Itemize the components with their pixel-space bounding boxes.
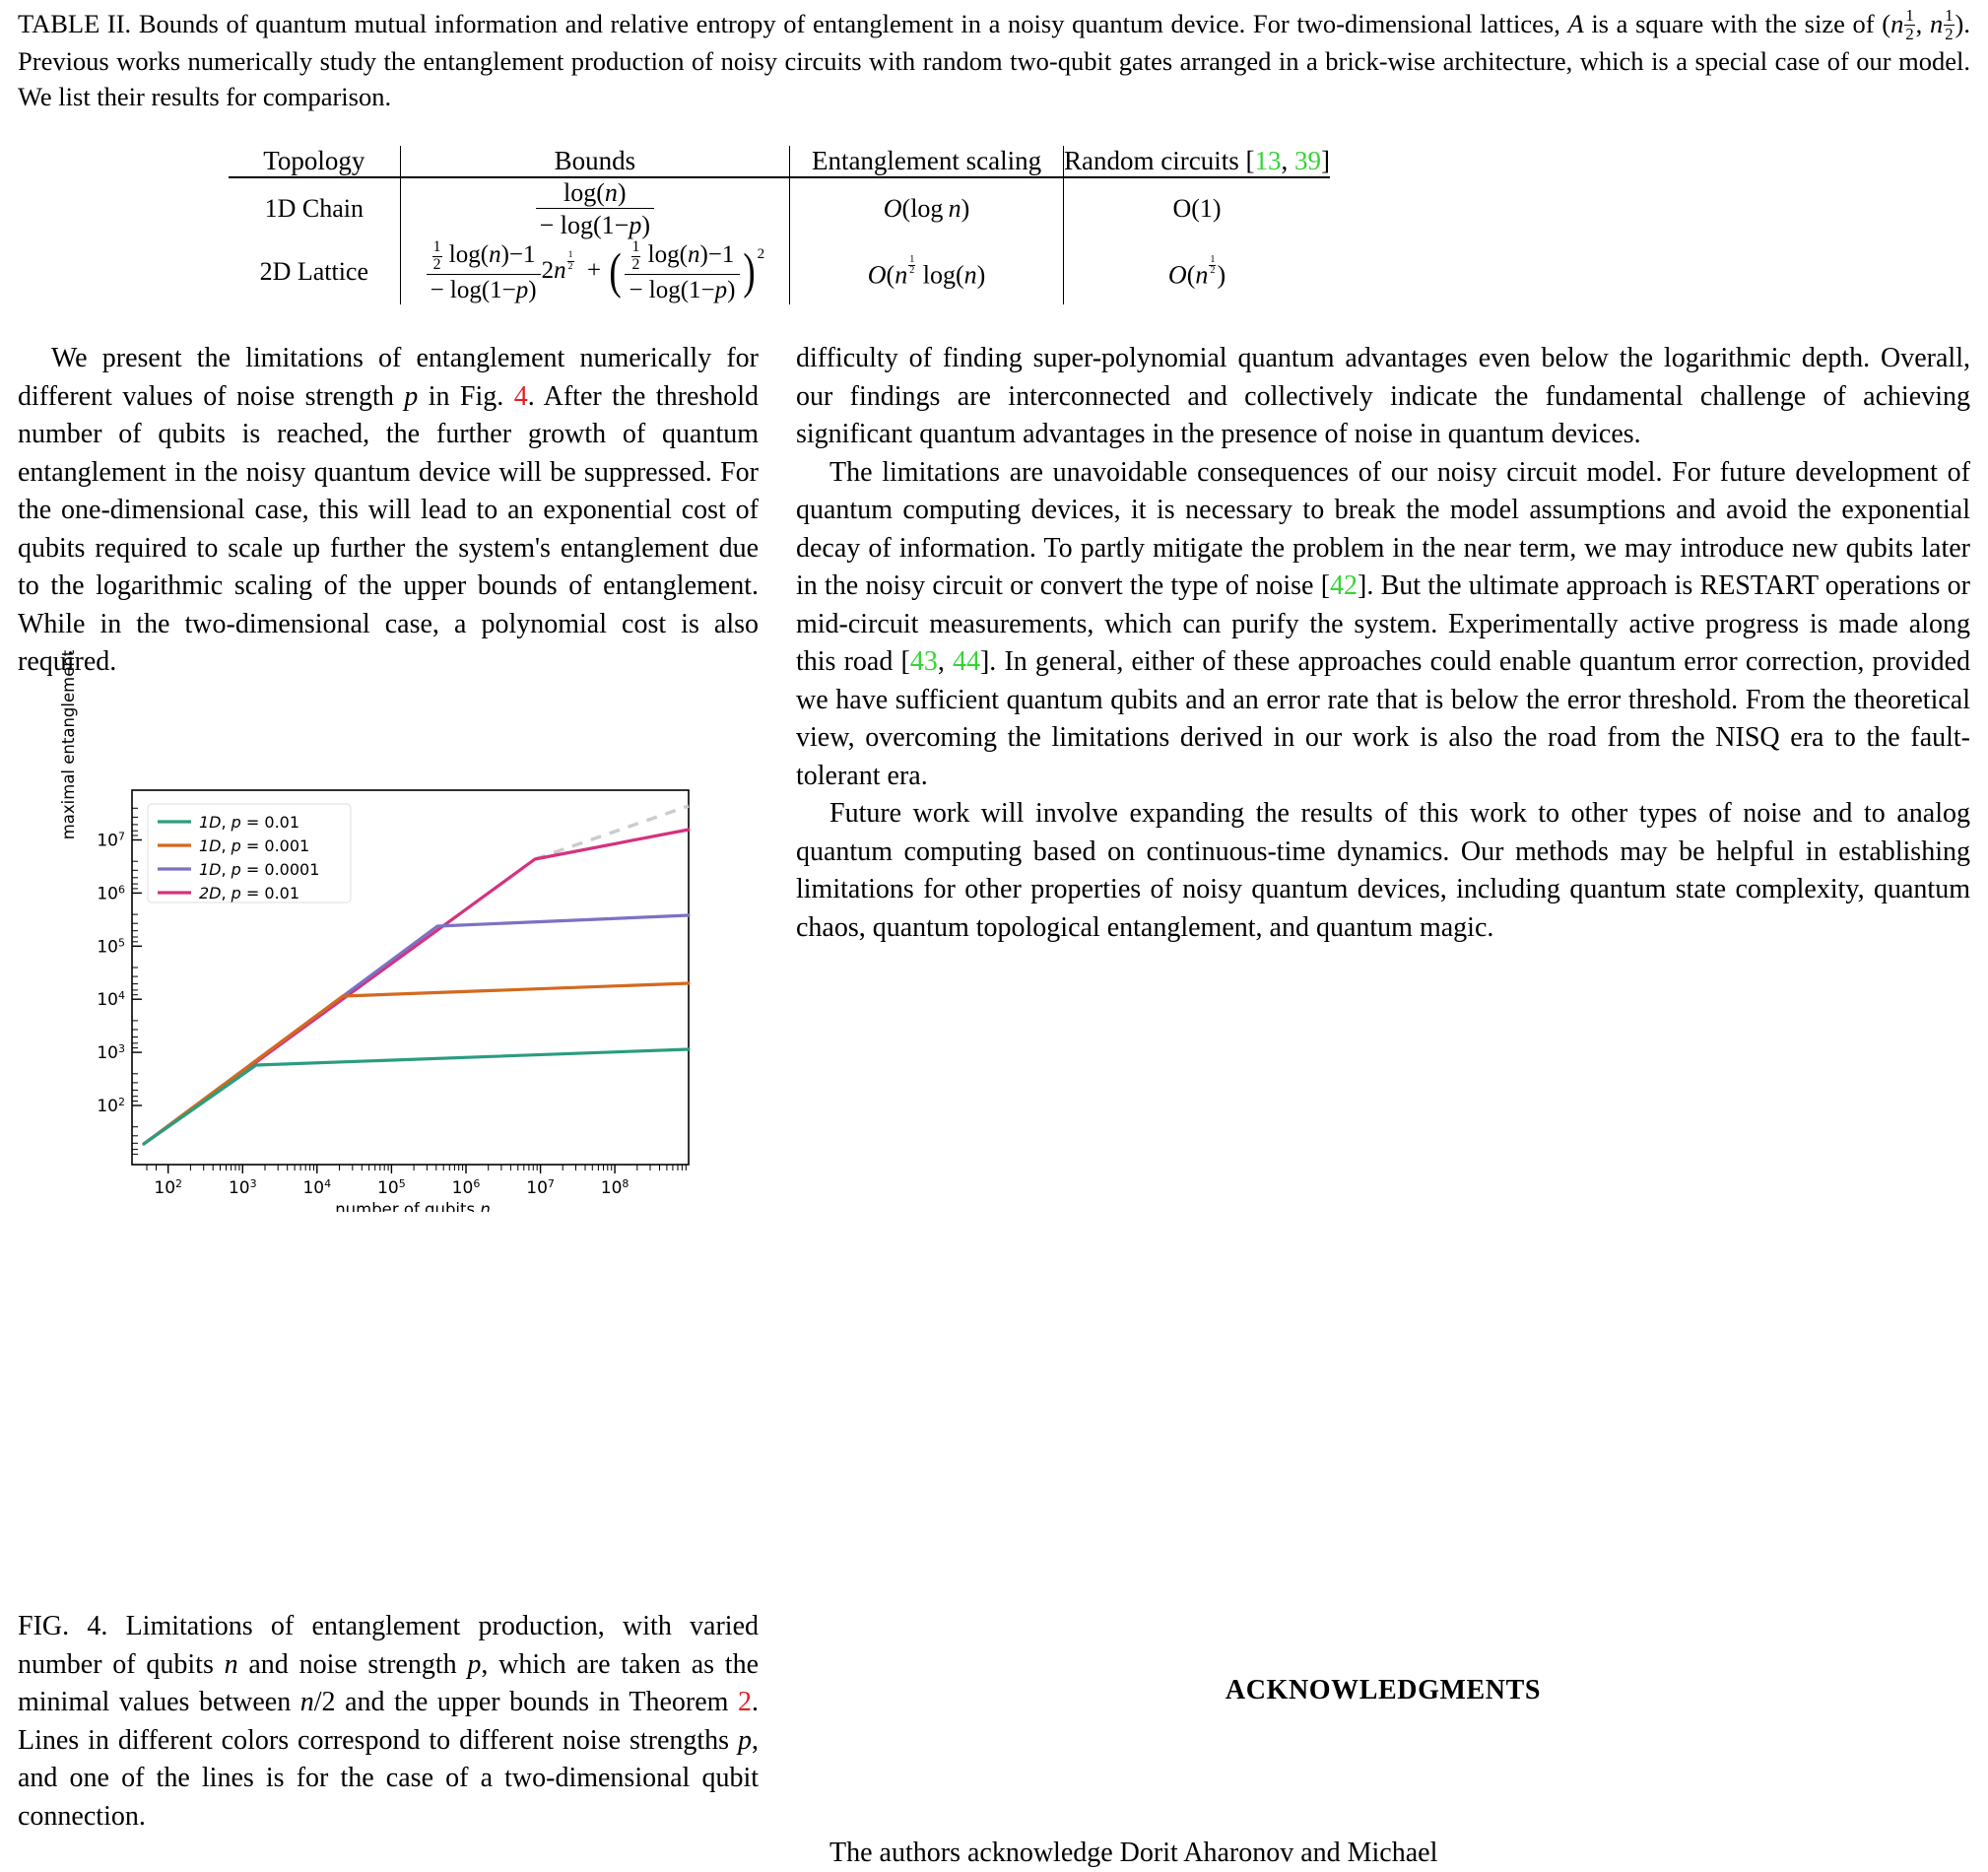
cell-random-1d: O(1) [1172, 194, 1222, 224]
bounds-fraction-1d [536, 178, 654, 239]
figure-reference-4[interactable]: 4 [513, 380, 528, 412]
acknowledgments-paragraph: The authors acknowledge Dorit Aharonov and Michael [829, 1838, 1438, 1868]
figure-4-caption [18, 1608, 759, 1836]
y-tick-labels [97, 831, 125, 1117]
bounds-numerator-2d-b: $\frac{1}{2}$ log(n)−1 [625, 239, 739, 275]
citation-13[interactable]: 13 [1254, 146, 1282, 175]
y-tick-1e2: $10^2$ [97, 1096, 125, 1116]
bounds-numerator-1d: log(n) [536, 178, 654, 209]
paren-open: ( [609, 243, 623, 301]
x-tick-1e4: $10^4$ [302, 1177, 332, 1198]
legend-label-1d-p0-0001: 1D, p = 0.0001 [199, 860, 320, 879]
bounds-denominator-2d-b: − log(1−p) [629, 277, 736, 304]
figure-4-canvas [59, 649, 723, 1212]
y-axis-label: maximal entanglement [59, 649, 78, 840]
right-column [796, 340, 1970, 947]
citation-44[interactable]: 44 [952, 646, 980, 677]
acknowledgments-body [796, 1835, 1970, 1872]
figure-4-caption-text: FIG. 4. Limitations of entanglement production, with varied number of qubits n and noise strength p, which are taken as the minimal values between n/2 and the upper bounds in Theorem 2. Lines in different colors correspond to different noise strengths p, and one of the lines is for the case of a two-dimensional qubit connection. [18, 1611, 759, 1832]
acknowledgments-heading: ACKNOWLEDGMENTS [1225, 1675, 1542, 1705]
y-tick-1e5: $10^5$ [97, 936, 125, 958]
right-paragraph-2: The limitations are unavoidable consequences of our noisy circuit model. For future development of quantum computing devices, it is necessary to break the model assumptions and avoid the exponential decay of information. To partly mitigate the problem in the near term, we may introduce new qubits later in the noisy circuit or convert the type of noise [42]. But the ultimate approach is RESTART operations or mid-circuit measurements, which can purify the system. Experimentally active progress is made along this road [43, 44]. In general, either of these approaches could enable quantum error correction, provided we have sufficient quantum qubits and an error rate that is below the error threshold. From the theoretical view, overcoming the limitations derived in our work is also the road from the NISQ era to the fault-tolerant era. [796, 456, 1970, 791]
citation-42[interactable]: 42 [1330, 570, 1358, 601]
header-random-circuits [1064, 146, 1330, 177]
bounds-fraction-2d-b [625, 239, 739, 304]
citation-group: [13, 39] [1245, 146, 1330, 175]
bounds-denominator-2d-a: − log(1−p) [430, 277, 537, 304]
right-paragraph-3: Future work will involve expanding the results of this work to other types of noise and to analog quantum computing based on continuous-time dynamics. Our methods may be helpful in establishing limitations for other properties of noisy quantum devices, including quantum state complexity, quantum chaos, quantum topological entanglement, and quantum magic. [796, 798, 1970, 943]
x-tick-1e2: $10^2$ [154, 1177, 183, 1198]
header-entanglement-scaling: Entanglement scaling [790, 146, 1064, 177]
cell-random-2d: O(n $^{\frac{1}{2}}$ ) [1167, 253, 1226, 289]
bounds-plus: + [580, 256, 608, 284]
legend-label-1d-p0-01: 1D, p = 0.01 [199, 813, 300, 832]
y-tick-1e3: $10^3$ [97, 1042, 125, 1064]
cell-topology-2d: 2D Lattice [229, 239, 400, 304]
bounds-table [229, 146, 1330, 304]
x-tick-1e6: $10^6$ [451, 1177, 481, 1198]
x-tick-1e7: $10^7$ [526, 1177, 555, 1198]
header-random-circuits-label: Random circuits [1064, 146, 1239, 175]
bounds-term-2n: 2n $^{\frac{1}{2}}$ [541, 249, 573, 284]
table-header-row [229, 146, 1330, 177]
table-row [229, 239, 1330, 304]
x-tick-1e3: $10^3$ [228, 1177, 257, 1198]
x-tick-labels [154, 1177, 629, 1198]
x-minor-ticks [147, 1165, 686, 1170]
table-row [229, 177, 1330, 239]
legend-label-1d-p0-001: 1D, p = 0.001 [199, 836, 310, 855]
header-bounds: Bounds [400, 146, 790, 177]
paren-close: ) [742, 243, 756, 301]
cell-scaling-2d: O(n $^{\frac{1}{2}}$ log(n) [790, 239, 1064, 304]
bounds-numerator-2d-a: $\frac{1}{2}$ log(n)−1 [427, 239, 541, 275]
left-column [18, 340, 759, 682]
cell-bounds-2d [400, 239, 790, 304]
table-ii [229, 146, 1330, 304]
bounds-expression-2d [426, 238, 765, 304]
chart-legend [148, 804, 351, 903]
table-caption-text: TABLE II. Bounds of quantum mutual information and relative entropy of entanglement in a noisy quantum device. For two-dimensional lattices, A is a square with the size of (n $\frac{1}{2}$ , n $\frac{1}{2}$ ). Previous works numerically study the entanglement production of noisy circuits with random two-qubit gates arranged in a brick-wise architecture, which is a special case of our model. We list their results for comparison. [18, 6, 1970, 111]
bounds-fraction-2d-a [427, 239, 541, 304]
x-tick-1e8: $10^8$ [600, 1177, 630, 1198]
y-tick-1e7: $10^7$ [97, 830, 125, 851]
theorem-reference-2[interactable]: 2 [738, 1687, 752, 1717]
y-tick-1e6: $10^6$ [97, 883, 125, 904]
x-tick-1e5: $10^5$ [377, 1177, 406, 1198]
right-paragraph-1: difficulty of finding super-polynomial quantum advantages even below the logarithmic depth. Overall, our findings are interconnected and collectively indicate the fundamental challenge of achieving significant quantum advantages in the presence of noise in quantum devices. [796, 343, 1970, 449]
citation-43[interactable]: 43 [909, 646, 938, 677]
citation-39[interactable]: 39 [1293, 146, 1321, 175]
cell-scaling-1d: O(log n) [790, 177, 1064, 239]
header-topology: Topology [229, 146, 400, 177]
table-caption [18, 6, 1970, 114]
bounds-exponent-2: 2 [757, 245, 765, 262]
legend-label-2d-p0-01: 2D, p = 0.01 [199, 884, 300, 903]
x-axis-label: number of qubits n [335, 1200, 491, 1212]
left-paragraph-1: We present the limitations of entanglement numerically for different values of noise strength p in Fig. 4. After the threshold number of qubits is reached, the further growth of quantum entanglement in the noisy quantum device will be suppressed. For the one-dimensional case, this will lead to an exponential cost of qubits required to scale up further the system's entanglement due to the logarithmic scaling of the upper bounds of entanglement. While in the two-dimensional case, a polynomial cost is also required. [18, 343, 760, 677]
cell-bounds-1d [400, 177, 790, 239]
figure-4 [18, 649, 759, 1212]
y-tick-1e4: $10^4$ [97, 989, 125, 1011]
cell-topology-1d: 1D Chain [229, 177, 400, 239]
entanglement-plot [73, 778, 723, 1212]
bounds-denominator-1d: − log(1−p) [539, 211, 651, 240]
